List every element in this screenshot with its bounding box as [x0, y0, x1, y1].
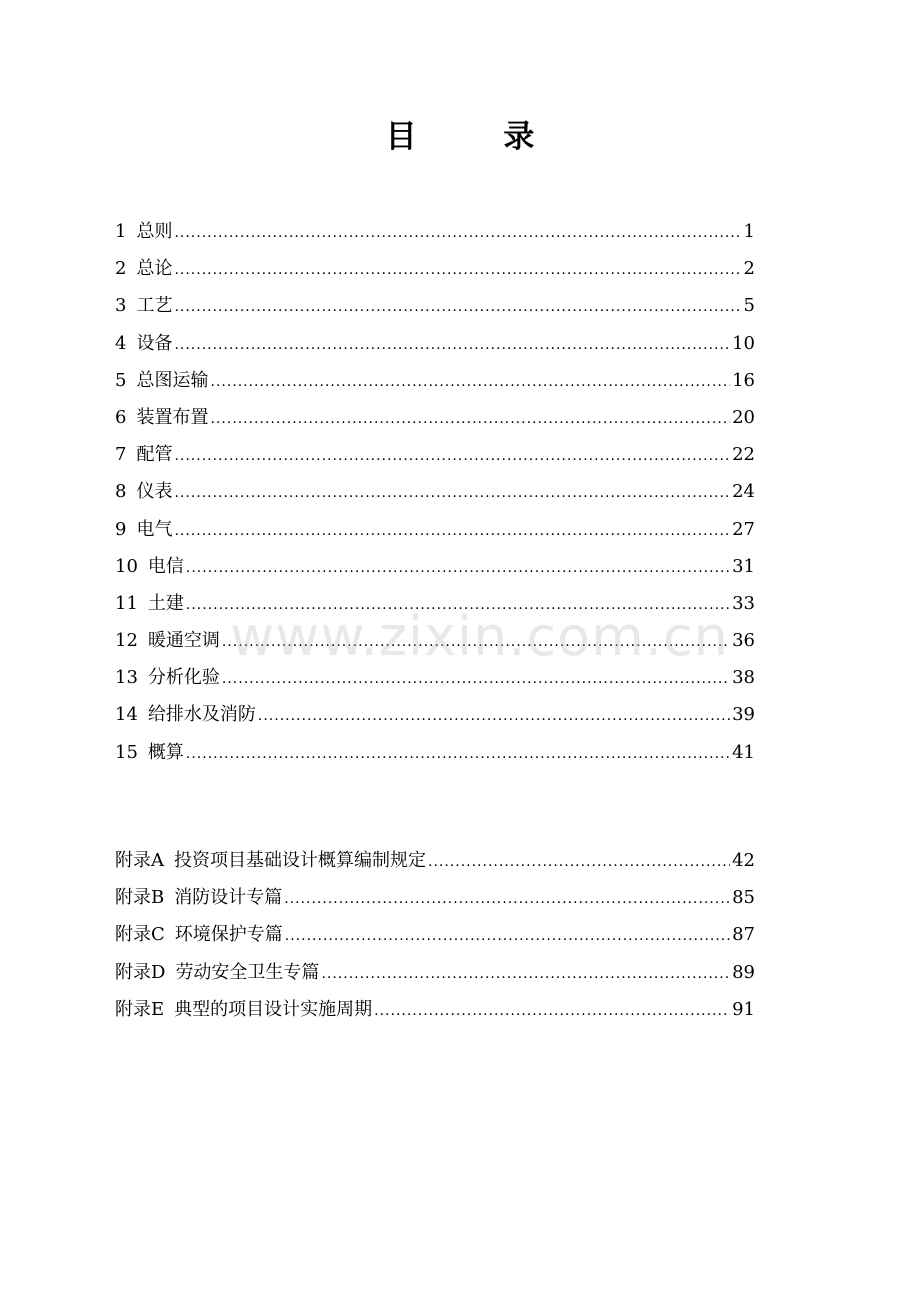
- toc-entry-number: 7: [115, 444, 127, 466]
- appendix-entry-page: 42: [732, 850, 755, 871]
- toc-entry-page: 1: [743, 221, 755, 242]
- toc-entry[interactable]: [115, 325, 755, 362]
- toc-entry-page: 16: [732, 369, 755, 391]
- toc-entry-number: 1: [115, 221, 127, 242]
- toc-entry-title: 配管: [136, 444, 173, 466]
- toc-dot-leader: [174, 289, 741, 326]
- toc-entry-page: 20: [732, 406, 755, 428]
- toc-entry[interactable]: [115, 473, 755, 510]
- appendix-entry-number: 附录A: [115, 850, 164, 871]
- toc-dot-leader: [374, 993, 730, 1030]
- toc-dot-leader: [174, 327, 730, 364]
- toc-dot-leader: [174, 475, 730, 512]
- toc-entry-number: 12: [115, 630, 138, 652]
- table-of-contents: [115, 213, 755, 771]
- appendix-entry-number: 附录E: [115, 998, 165, 1020]
- toc-entry-page: 2: [743, 258, 755, 280]
- appendix-entry-number: 附录C: [115, 924, 165, 946]
- toc-entry-page: 38: [732, 667, 755, 689]
- appendix-entry-title: 投资项目基础设计概算编制规定: [174, 850, 426, 871]
- toc-dot-leader: [210, 401, 730, 438]
- toc-entry-number: 2: [115, 258, 127, 280]
- toc-entry-page: 36: [732, 630, 755, 652]
- toc-dot-leader: [428, 844, 730, 881]
- toc-entry-title: 分析化验: [147, 667, 220, 689]
- toc-entry-title: 总图运输: [136, 369, 209, 391]
- toc-dot-leader: [222, 661, 730, 698]
- toc-entry-number: 11: [115, 592, 138, 614]
- toc-dot-leader: [186, 587, 730, 624]
- toc-entry-page: 41: [732, 741, 755, 763]
- toc-dot-leader: [174, 252, 741, 289]
- toc-entry-number: 5: [115, 369, 127, 391]
- toc-entry-page: 27: [732, 518, 755, 540]
- toc-entry-title: 设备: [136, 332, 173, 354]
- page-title: 目 录: [385, 119, 573, 155]
- toc-dot-leader: [258, 698, 730, 735]
- toc-entry-title: 装置布置: [136, 406, 209, 428]
- toc-entry-number: 14: [115, 704, 138, 726]
- toc-entry-number: 3: [115, 295, 127, 317]
- appendix-entry-page: 87: [732, 924, 755, 946]
- toc-entry-number: 4: [115, 332, 127, 354]
- toc-entry-title: 仪表: [136, 481, 173, 503]
- toc-entry[interactable]: [115, 250, 755, 287]
- toc-entry[interactable]: [115, 696, 755, 733]
- toc-entry-title: 土建: [147, 592, 184, 614]
- toc-dot-leader: [186, 550, 730, 587]
- appendix-entry-title: 消防设计专篇: [174, 887, 283, 909]
- toc-dot-leader: [284, 881, 730, 918]
- toc-entry-page: 22: [732, 444, 755, 466]
- toc-entry-number: 13: [115, 667, 138, 689]
- appendix-entry-title: 典型的项目设计实施周期: [174, 998, 373, 1020]
- toc-entry[interactable]: [115, 659, 755, 696]
- appendix-entry-page: 89: [732, 961, 755, 983]
- toc-entry-page: 39: [732, 704, 755, 726]
- appendix-entry-number: 附录B: [115, 887, 165, 909]
- appendix-entry[interactable]: [115, 842, 755, 879]
- toc-entry-number: 9: [115, 518, 127, 540]
- toc-dot-leader: [285, 918, 730, 955]
- toc-entry[interactable]: [115, 734, 755, 771]
- toc-entry-title: 给排水及消防: [147, 704, 256, 726]
- appendix-entry-page: 85: [732, 887, 755, 909]
- toc-entry-number: 8: [115, 481, 127, 503]
- toc-dot-leader: [174, 438, 730, 475]
- appendix-entry[interactable]: [115, 991, 755, 1028]
- toc-dot-leader: [321, 956, 730, 993]
- appendix-entry-title: 劳动安全卫生专篇: [175, 961, 320, 983]
- toc-entry[interactable]: [115, 362, 755, 399]
- toc-entry-title: 总则: [136, 221, 173, 242]
- toc-entry[interactable]: [115, 622, 755, 659]
- appendix-contents: [115, 842, 755, 1028]
- appendix-entry[interactable]: [115, 954, 755, 991]
- toc-entry-title: 暖通空调: [147, 630, 220, 652]
- appendix-entry-page: 91: [732, 998, 755, 1020]
- toc-entry-page: 24: [732, 481, 755, 503]
- watermark: www.zixin.com.cn: [230, 605, 729, 668]
- toc-entry-number: 6: [115, 406, 127, 428]
- appendix-entry[interactable]: [115, 879, 755, 916]
- appendix-entry-title: 环境保护专篇: [174, 924, 283, 946]
- toc-entry[interactable]: [115, 287, 755, 324]
- appendix-entry-number: 附录D: [115, 961, 166, 983]
- toc-entry-page: 10: [732, 332, 755, 354]
- toc-entry[interactable]: [115, 511, 755, 548]
- toc-entry-title: 电气: [136, 518, 173, 540]
- toc-entry-page: 5: [743, 295, 755, 317]
- toc-entry-title: 概算: [147, 741, 184, 763]
- toc-entry[interactable]: [115, 548, 755, 585]
- toc-dot-leader: [186, 736, 730, 773]
- toc-entry-page: 31: [732, 555, 755, 577]
- toc-entry-title: 工艺: [136, 295, 173, 317]
- toc-entry-title: 总论: [136, 258, 173, 280]
- toc-entry-page: 33: [732, 592, 755, 614]
- toc-entry[interactable]: [115, 213, 755, 250]
- toc-entry-number: 10: [115, 555, 138, 577]
- toc-entry[interactable]: [115, 436, 755, 473]
- toc-entry-number: 15: [115, 741, 138, 763]
- toc-dot-leader: [174, 215, 741, 252]
- toc-entry[interactable]: [115, 399, 755, 436]
- toc-dot-leader: [174, 513, 730, 550]
- toc-entry-title: 电信: [147, 555, 184, 577]
- toc-dot-leader: [210, 364, 730, 401]
- appendix-entry[interactable]: [115, 916, 755, 953]
- toc-entry[interactable]: [115, 585, 755, 622]
- toc-dot-leader: [222, 624, 730, 661]
